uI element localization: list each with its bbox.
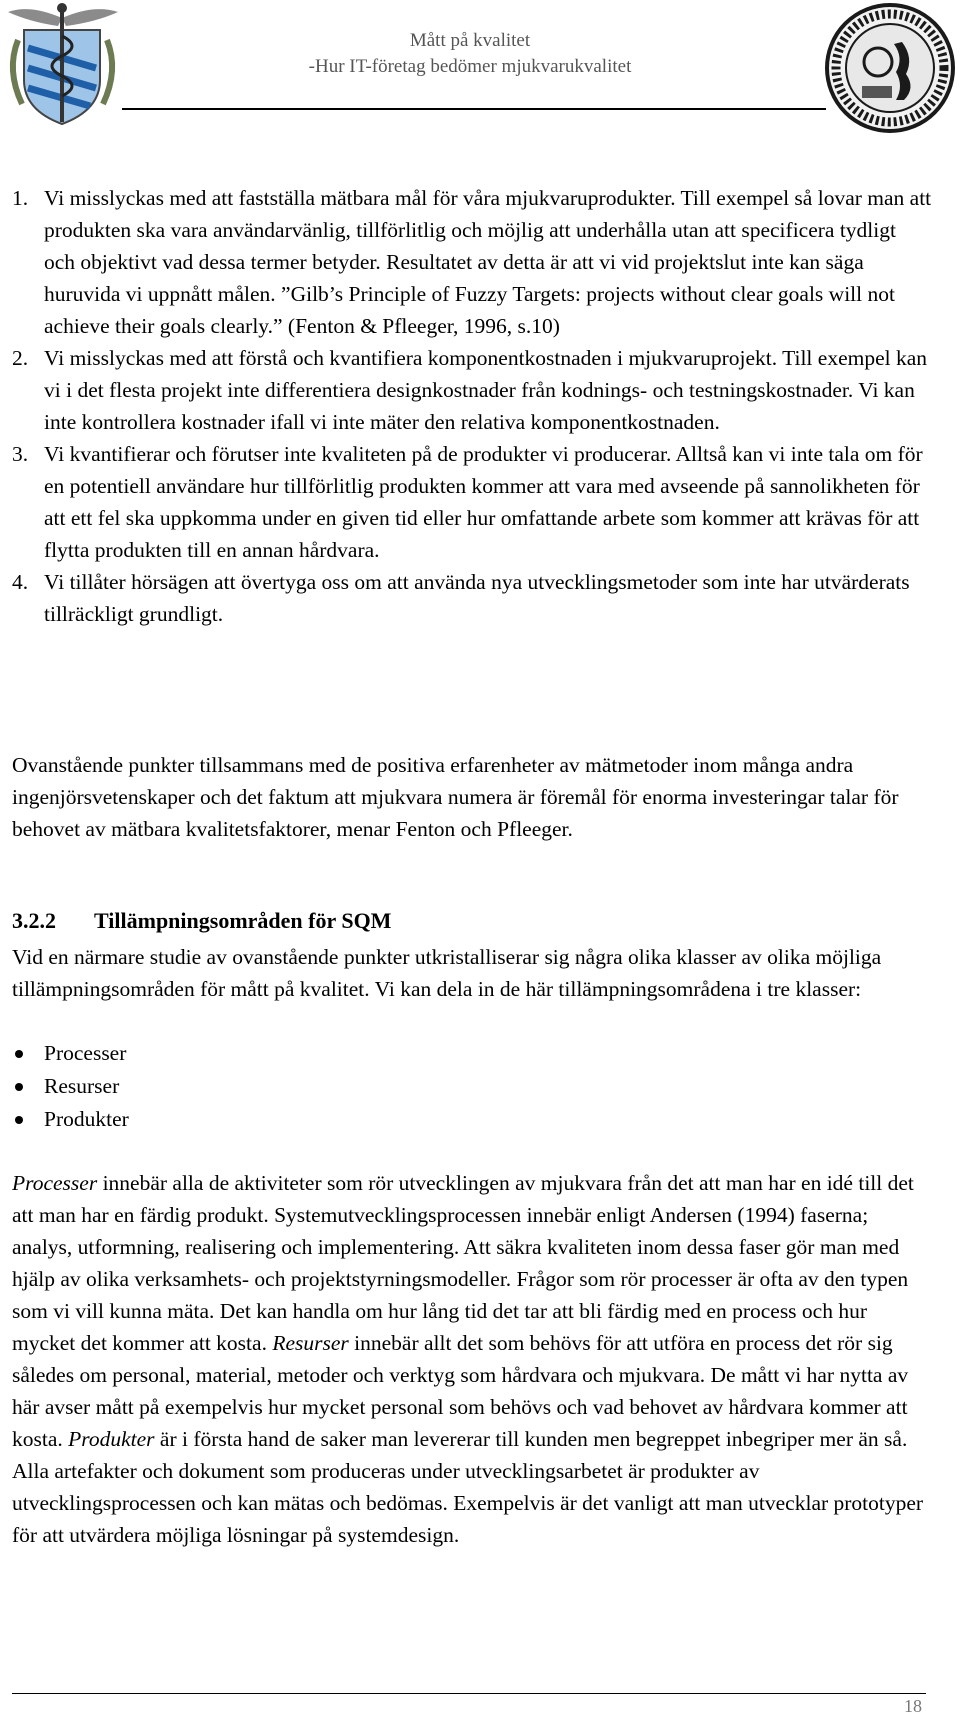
list-item <box>12 1070 129 1103</box>
list-item <box>12 1037 129 1070</box>
section-number: 3.2.2 <box>12 908 56 933</box>
header-rule <box>122 108 826 110</box>
section-title: Tillämpningsområden för SQM <box>94 908 392 933</box>
header-subtitle: -Hur IT-företag bedömer mjukvarukvalitet <box>308 56 632 77</box>
term-resurser: Resurser <box>272 1331 349 1355</box>
header-title: Mått på kvalitet <box>409 30 531 51</box>
list-item <box>12 342 932 438</box>
list-item-number: 1. <box>12 186 29 210</box>
page-number: 18 <box>904 1696 922 1716</box>
bullet-text: Resurser <box>44 1074 120 1098</box>
list-item-text: Vi misslyckas med att fastställa mätbara mål för våra mjukvaruprodukter. Till exempel så lovar man att produkten ska vara användarvänlig, tillförlitlig och möjlig att underhålla utan att specificera tydligt och objektivt vad dessa termer betyder. Resultatet av detta är att vi vid projektslut inte kan säga huruvida vi uppnått målen. ”Gilb’s Principle of Fuzzy Targets: projects without clear goals will not achieve their goals clearly.” (Fenton & Pfleeger, 1996, s.10) <box>44 186 932 338</box>
term-produkter: Produkter <box>68 1427 155 1451</box>
caduceus-shield-logo <box>0 0 125 132</box>
paragraph-text: innebär alla de aktiviteter som rör utvecklingen av mjukvara från det att man har en idé till det att man har en färdig produkt. Systemutvecklingsprocessen innebär enligt Andersen (1994) faserna; analys, utformning, realisering och implementering. Att säkra kvaliteten inom dessa faser gör man med hjälp av olika verksamhets- och projektstyrningsmodeller. Frågor som rör processer är ofta av den typen som vi vill kunna mäta. Det kan handla om hur lång tid det tar att bli färdig med en process och hur mycket det kommer att kosta. <box>12 1171 914 1355</box>
bullet-text: Produkter <box>44 1107 129 1131</box>
university-seal-logo <box>822 2 958 134</box>
paragraph-summary: Ovanstående punkter tillsammans med de positiva erfarenheter av mätmetoder inom många andra ingenjörsvetenskaper och det faktum att mjukvara numera är föremål för enorma investeringar talar för behovet av mätbara kvalitetsfaktorer, menar Fenton och Pfleeger. <box>12 753 899 841</box>
bullet-icon <box>15 1116 23 1124</box>
list-item-text: Vi misslyckas med att förstå och kvantifiera komponentkostnaden i mjukvaruprojekt. Till exempel kan vi i det flesta projekt inte differentiera designkostnader från kodnings- och testningskostnader. Vi kan inte kontrollera kostnader ifall vi inte mäter den relativa komponentkostnaden. <box>44 346 928 434</box>
bullet-icon <box>15 1050 23 1058</box>
list-item <box>12 182 932 342</box>
list-item-number: 2. <box>12 346 29 370</box>
footer-rule <box>12 1693 926 1694</box>
numbered-list <box>12 182 932 630</box>
paragraph-text: är i första hand de saker man levererar till kunden men begreppet inbegriper mer än så. Alla artefakter och dokument som produceras under utvecklingsarbetet är produkter av utvecklingsprocessen och kan mätas och bedömas. Exempelvis är det vanligt att man utvecklar prototyper för att utvärdera möjliga lösningar på systemdesign. <box>12 1427 924 1547</box>
list-item <box>12 438 932 566</box>
bullet-list <box>12 1037 129 1136</box>
paragraph-definitions <box>12 1167 932 1551</box>
list-item-text: Vi tillåter hörsägen att övertyga oss om att använda nya utvecklingsmetoder som inte har utvärderats tillräckligt grundligt. <box>44 570 910 626</box>
list-item-number: 3. <box>12 442 29 466</box>
list-item-number: 4. <box>12 570 29 594</box>
list-item-text: Vi kvantifierar och förutser inte kvaliteten på de produkter vi producerar. Alltså kan vi inte tala om för en potentiell användare hur tillförlitlig produkten kommer att vara med avseende på sannolikheten för att ett fel ska uppkomma under en given tid eller hur omfattande arbete som kommer att krävas för att flytta produkten till en annan hårdvara. <box>44 442 923 562</box>
list-item <box>12 566 932 630</box>
term-processer: Processer <box>12 1171 98 1195</box>
section-heading <box>12 905 391 937</box>
bullet-text: Processer <box>44 1041 127 1065</box>
paragraph-intro: Vid en närmare studie av ovanstående punkter utkristalliserar sig några olika klasser av olika möjliga tillämpningsområden för mått på kvalitet. Vi kan dela in de här tillämpningsområdena i tre klasser: <box>12 945 882 1001</box>
bullet-icon <box>15 1083 23 1091</box>
list-item <box>12 1103 129 1136</box>
paragraph-text: innebär allt det som behövs för att utföra en process det rör sig således om personal, material, metoder och verktyg som hårdvara och mjukvara. De mått vi har nytta av här avser mått på exempelvis hur mycket personal som behövs och vad behovet av hårdvara kommer att kosta. <box>12 1331 909 1451</box>
